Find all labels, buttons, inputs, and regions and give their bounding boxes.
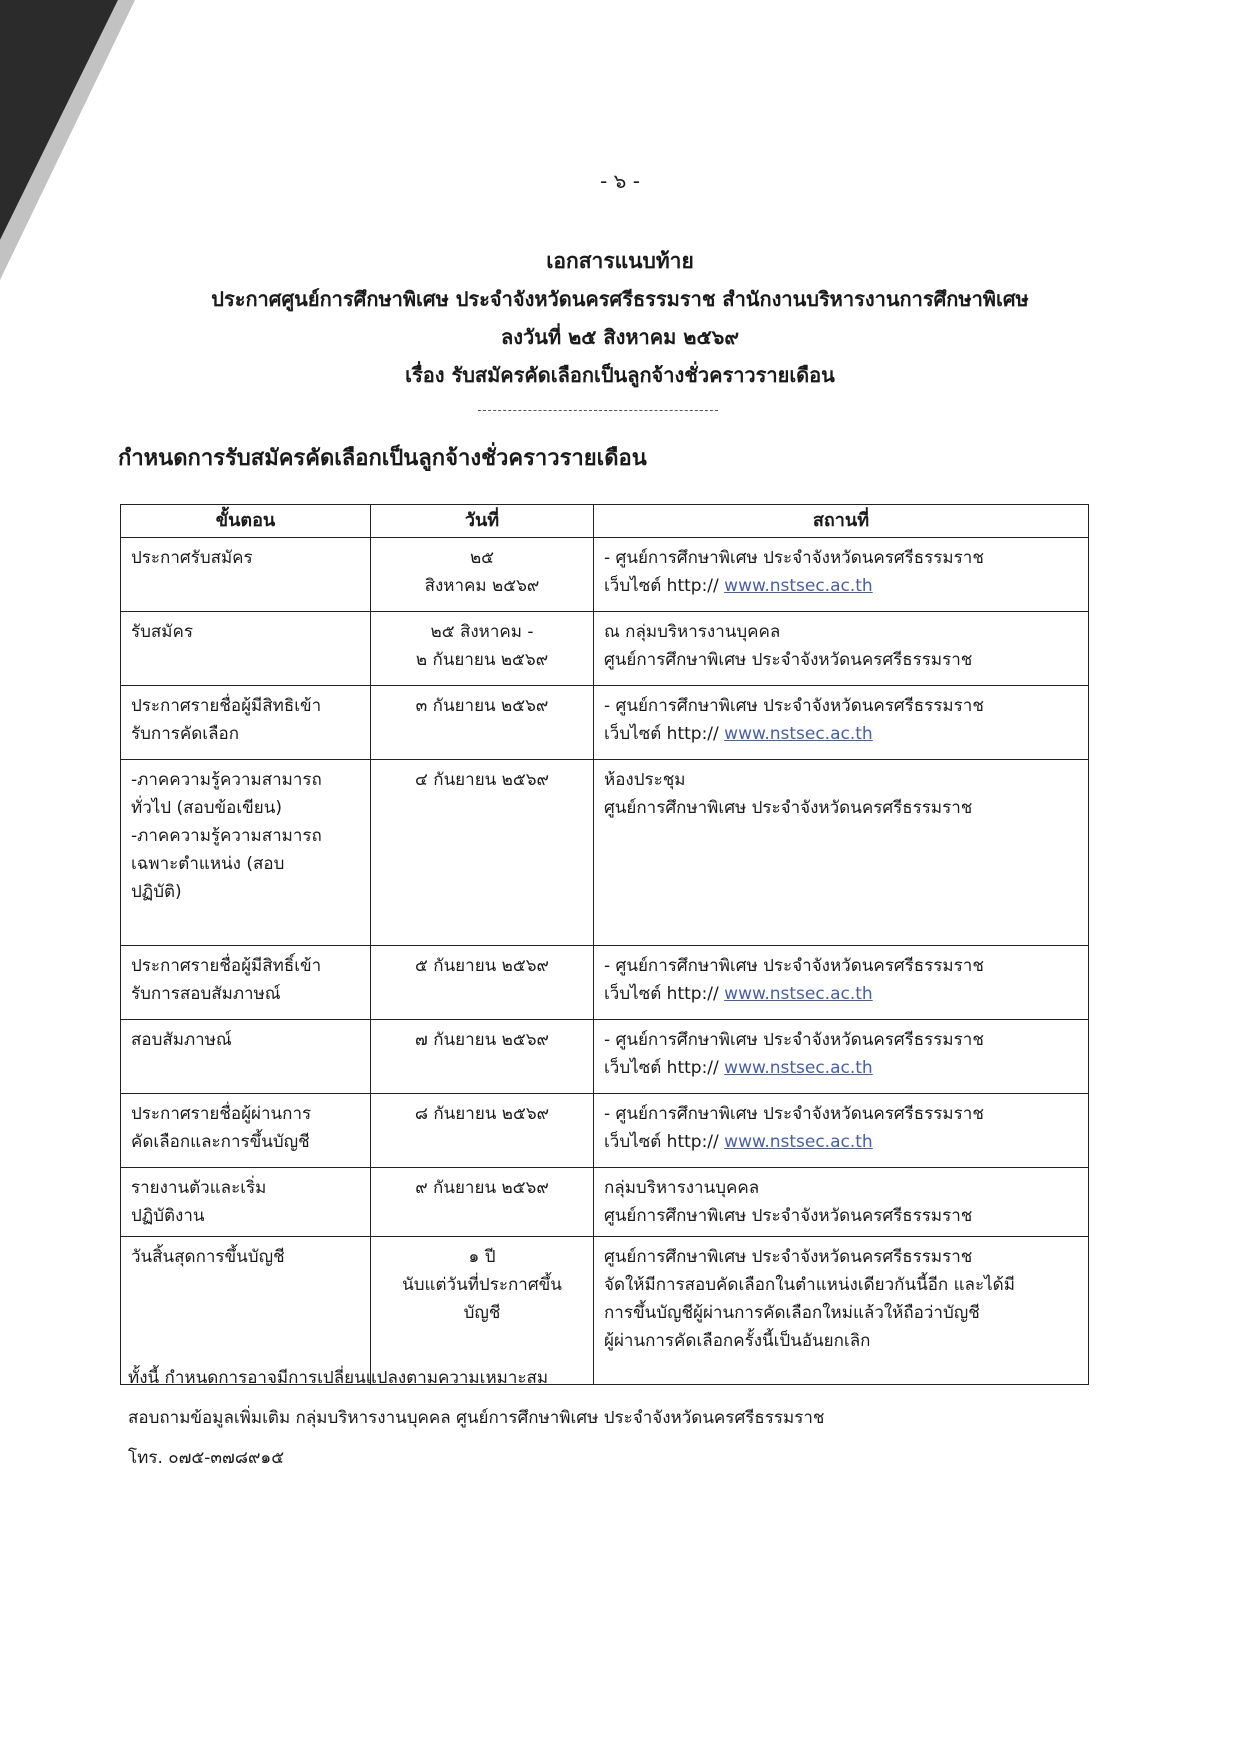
place-text: - ศูนย์การศึกษาพิเศษ ประจำจังหวัดนครศรีธรรมราช (604, 1030, 984, 1050)
header-place: สถานที่ (594, 505, 1089, 538)
place-text: - ศูนย์การศึกษาพิเศษ ประจำจังหวัดนครศรีธรรมราช (604, 696, 984, 716)
cell-step (121, 946, 371, 1020)
place-line (604, 980, 1078, 1008)
date-line: ๙ กันยายน ๒๕๖๙ (415, 1178, 549, 1198)
header-date: วันที่ (371, 505, 594, 538)
date-line: ๔ กันยายน ๒๕๖๙ (415, 770, 549, 790)
doc-title: เอกสารแนบท้าย (546, 249, 694, 273)
schedule-table (120, 504, 1089, 1385)
place-text: ศูนย์การศึกษาพิเศษ ประจำจังหวัดนครศรีธรรมราช (604, 1206, 973, 1226)
place-line (604, 646, 1078, 674)
table-row (121, 1094, 1089, 1168)
step-line: รับการคัดเลือก (131, 724, 240, 744)
place-line (604, 1243, 1078, 1271)
place-line (604, 720, 1078, 748)
place-text: - ศูนย์การศึกษาพิเศษ ประจำจังหวัดนครศรีธรรมราช (604, 956, 984, 976)
cell-date (371, 538, 594, 612)
cell-place (594, 1094, 1089, 1168)
place-text: - ศูนย์การศึกษาพิเศษ ประจำจังหวัดนครศรีธรรมราช (604, 1104, 984, 1124)
cell-step (121, 1168, 371, 1237)
cell-date (371, 760, 594, 946)
place-line (604, 766, 1078, 794)
place-text: - ศูนย์การศึกษาพิเศษ ประจำจังหวัดนครศรีธรรมราช (604, 548, 984, 568)
table-row (121, 686, 1089, 760)
step-line: รับการสอบสัมภาษณ์ (131, 984, 281, 1004)
step-line: ปฏิบัติ) (131, 882, 182, 902)
place-line (604, 618, 1078, 646)
cell-step (121, 686, 371, 760)
table-header-row (121, 505, 1089, 538)
place-text: จัดให้มีการสอบคัดเลือกในตำแหน่งเดียวกันนี้อีก และได้มี (604, 1275, 1015, 1295)
place-line (604, 1271, 1078, 1299)
place-text: เว็บไซต์ http:// (604, 1058, 725, 1078)
cell-date (371, 612, 594, 686)
step-line: คัดเลือกและการขึ้นบัญชี (131, 1132, 310, 1152)
place-line (604, 794, 1078, 822)
page-number: - ๖ - (600, 169, 640, 193)
cell-step (121, 538, 371, 612)
cell-date (371, 946, 594, 1020)
date-line: ๒๕ สิงหาคม - (430, 622, 534, 642)
place-line (604, 1054, 1078, 1082)
place-text: กลุ่มบริหารงานบุคคล (604, 1178, 760, 1198)
date-line: ๒๕ (469, 548, 495, 568)
cell-date (371, 1168, 594, 1237)
place-line (604, 1202, 1078, 1230)
place-line (604, 1128, 1078, 1156)
place-text: ศูนย์การศึกษาพิเศษ ประจำจังหวัดนครศรีธรรมราช (604, 1247, 973, 1267)
step-line: ประกาศรายชื่อผู้ผ่านการ (131, 1104, 312, 1124)
place-text: ผู้ผ่านการคัดเลือกครั้งนี้เป็นอันยกเลิก (604, 1331, 871, 1351)
place-line (604, 1327, 1078, 1355)
place-line (604, 1299, 1078, 1327)
table-row (121, 946, 1089, 1020)
step-line: ประกาศรายชื่อผู้มีสิทธิ์เข้า (131, 956, 322, 976)
header-step: ขั้นตอน (121, 505, 371, 538)
table-row (121, 612, 1089, 686)
place-text: ห้องประชุม (604, 770, 686, 790)
date-line: ๕ กันยายน ๒๕๖๙ (415, 956, 549, 976)
place-text: ศูนย์การศึกษาพิเศษ ประจำจังหวัดนครศรีธรรมราช (604, 798, 973, 818)
place-line (604, 692, 1078, 720)
place-line (604, 1174, 1078, 1202)
website-link[interactable]: www.nstsec.ac.th (724, 984, 873, 1004)
cell-date (371, 1020, 594, 1094)
cell-step (121, 612, 371, 686)
cell-step (121, 760, 371, 946)
header-divider (478, 410, 718, 411)
footer (128, 1358, 824, 1478)
step-line: ประกาศรายชื่อผู้มีสิทธิเข้า (131, 696, 322, 716)
date-line: นับแต่วันที่ประกาศขึ้น (402, 1275, 562, 1295)
website-link[interactable]: www.nstsec.ac.th (724, 724, 873, 744)
place-text: เว็บไซต์ http:// (604, 984, 725, 1004)
cell-place (594, 612, 1089, 686)
step-line: -ภาคความรู้ความสามารถ (131, 826, 322, 846)
footer-note: ทั้งนี้ กำหนดการอาจมีการเปลี่ยนแปลงตามความเหมาะสม (128, 1368, 549, 1388)
date-line: ๒ กันยายน ๒๕๖๙ (415, 650, 549, 670)
date-line: สิงหาคม ๒๕๖๙ (424, 576, 540, 596)
cell-place (594, 1020, 1089, 1094)
place-text: เว็บไซต์ http:// (604, 1132, 725, 1152)
date-line: ๘ กันยายน ๒๕๖๙ (414, 1104, 550, 1124)
table-row (121, 760, 1089, 946)
footer-inquiry: สอบถามข้อมูลเพิ่มเติม กลุ่มบริหารงานบุคคล ศูนย์การศึกษาพิเศษ ประจำจังหวัดนครศรีธรรมราช (128, 1408, 825, 1428)
place-line (604, 1100, 1078, 1128)
step-line: วันสิ้นสุดการขึ้นบัญชี (131, 1247, 285, 1267)
website-link[interactable]: www.nstsec.ac.th (724, 1058, 873, 1078)
cell-step (121, 1020, 371, 1094)
place-text: ศูนย์การศึกษาพิเศษ ประจำจังหวัดนครศรีธรรมราช (604, 650, 973, 670)
step-line: ทั่วไป (สอบข้อเขียน) (131, 798, 282, 818)
website-link[interactable]: www.nstsec.ac.th (724, 1132, 873, 1152)
date-line: ๓ กันยายน ๒๕๖๙ (415, 696, 549, 716)
step-line: ปฏิบัติงาน (131, 1206, 205, 1226)
date-line: ๗ กันยายน ๒๕๖๙ (415, 1030, 549, 1050)
website-link[interactable]: www.nstsec.ac.th (724, 576, 873, 596)
place-text: ณ กลุ่มบริหารงานบุคคล (604, 622, 781, 642)
table-row (121, 1168, 1089, 1237)
announcement-line: ประกาศศูนย์การศึกษาพิเศษ ประจำจังหวัดนครศรีธรรมราช สำนักงานบริหารงานการศึกษาพิเศษ (211, 287, 1029, 311)
place-text: การขึ้นบัญชีผู้ผ่านการคัดเลือกใหม่แล้วให้ถือว่าบัญชี (604, 1303, 980, 1323)
step-line: สอบสัมภาษณ์ (131, 1030, 232, 1050)
cell-place (594, 686, 1089, 760)
cell-place (594, 1168, 1089, 1237)
step-line: ประกาศรับสมัคร (131, 548, 253, 568)
step-line: เฉพาะตำแหน่ง (สอบ (131, 854, 285, 874)
cell-place (594, 760, 1089, 946)
cell-place (594, 946, 1089, 1020)
step-line: รับสมัคร (131, 622, 194, 642)
schedule-body (121, 538, 1089, 1385)
step-line: รายงานตัวและเริ่ม (131, 1178, 267, 1198)
place-text: เว็บไซต์ http:// (604, 576, 725, 596)
cell-step (121, 1094, 371, 1168)
cell-place (594, 538, 1089, 612)
table-row (121, 1020, 1089, 1094)
date-line: ๑ ปี (468, 1247, 496, 1267)
cell-date (371, 686, 594, 760)
date-line: ลงวันที่ ๒๕ สิงหาคม ๒๕๖๙ (501, 325, 739, 349)
step-line: -ภาคความรู้ความสามารถ (131, 770, 322, 790)
document-header (0, 242, 1240, 394)
section-heading: กำหนดการรับสมัครคัดเลือกเป็นลูกจ้างชั่วคราวรายเดือน (118, 446, 647, 471)
footer-phone: โทร. ๐๗๕-๓๗๘๙๑๕ (128, 1448, 285, 1468)
place-line (604, 1026, 1078, 1054)
table-row (121, 538, 1089, 612)
place-text: เว็บไซต์ http:// (604, 724, 725, 744)
cell-date (371, 1094, 594, 1168)
subject-line: เรื่อง รับสมัครคัดเลือกเป็นลูกจ้างชั่วคราวรายเดือน (405, 363, 835, 387)
place-line (604, 544, 1078, 572)
date-line: บัญชี (463, 1303, 501, 1323)
place-line (604, 952, 1078, 980)
place-line (604, 572, 1078, 600)
